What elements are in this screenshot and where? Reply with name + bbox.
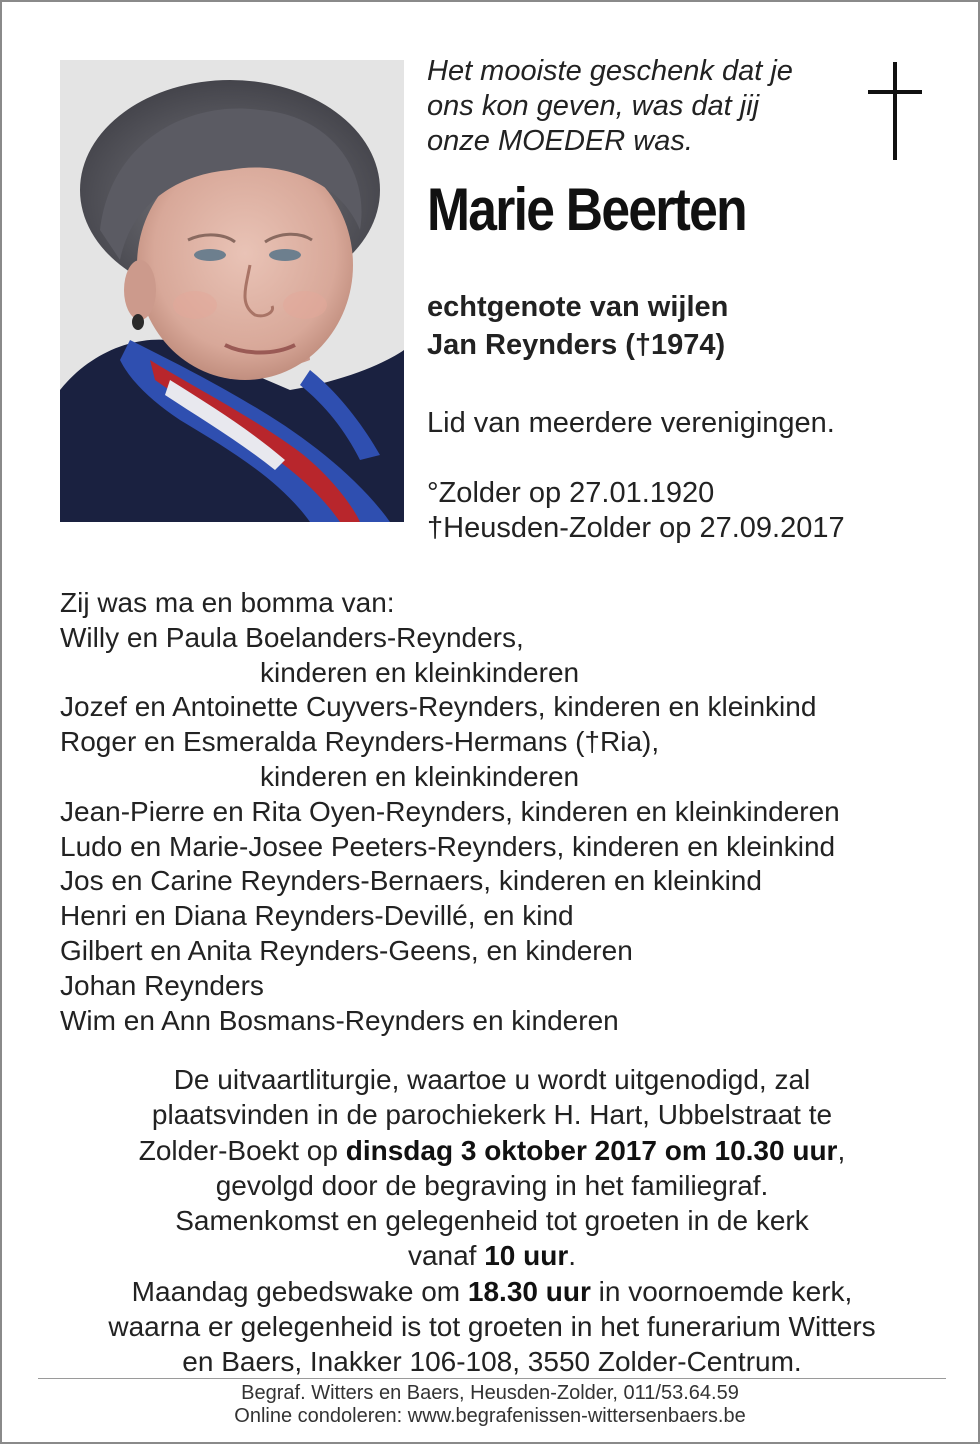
service-text: , <box>837 1134 846 1166</box>
membership-text: Lid van meerdere verenigingen. <box>427 407 835 439</box>
portrait-photo <box>60 60 404 522</box>
service-line <box>32 1133 952 1168</box>
portrait-illustration <box>60 60 404 522</box>
cross-icon <box>866 62 924 162</box>
spouse-line: Jan Reynders (†1974) <box>427 329 726 361</box>
service-date: dinsdag 3 oktober 2017 om 10.30 uur <box>345 1134 838 1166</box>
service-line: Samenkomst en gelegenheid tot groeten in de kerk <box>175 1205 809 1237</box>
family-line: Gilbert en Anita Reynders-Geens, en kinderen <box>60 934 633 966</box>
service-line: gevolgd door de begraving in het familiegraf. <box>215 1169 769 1201</box>
service-line: plaatsvinden in de parochiekerk H. Hart, Ubbelstraat te <box>151 1099 833 1131</box>
family-line: Johan Reynders <box>60 969 264 1001</box>
quote-line: Het mooiste geschenk dat je <box>427 55 793 87</box>
life-dates <box>427 476 845 546</box>
service-text: Maandag gebedswake om <box>131 1275 468 1307</box>
quote-line: ons kon geven, was dat jij <box>427 90 760 122</box>
service-text: Zolder-Boekt op <box>138 1134 346 1166</box>
family-line: Henri en Diana Reynders-Devillé, en kind <box>60 900 574 932</box>
family-line: Wim en Ann Bosmans-Reynders en kinderen <box>60 1004 619 1036</box>
spouse-info <box>427 288 728 364</box>
quote-line: onze MOEDER was. <box>427 125 693 157</box>
wake-time: 18.30 uur <box>467 1275 591 1307</box>
service-details <box>32 1062 952 1380</box>
family-line: Ludo en Marie-Josee Peeters-Reynders, kinderen en kleinkind <box>60 830 836 862</box>
death-date: †Heusden-Zolder op 27.09.2017 <box>427 512 845 544</box>
service-text: vanaf <box>407 1240 485 1272</box>
family-line: Jos en Carine Reynders-Bernaers, kinderen en kleinkind <box>60 865 762 897</box>
family-list <box>60 586 940 1038</box>
service-line: en Baers, Inakker 106-108, 3550 Zolder-Centrum. <box>182 1346 802 1378</box>
service-line: De uitvaartliturgie, waartoe u wordt uitgenodigd, zal <box>173 1064 811 1095</box>
memorial-quote <box>427 54 847 159</box>
family-intro: Zij was ma en bomma van: <box>60 587 395 618</box>
service-line: waarna er gelegenheid is tot groeten in het funerarium Witters <box>108 1311 876 1343</box>
spouse-line: echtgenote van wijlen <box>427 291 729 323</box>
family-line: Jean-Pierre en Rita Oyen-Reynders, kinderen en kleinkinderen <box>60 795 840 827</box>
service-line <box>32 1274 952 1309</box>
family-line: Willy en Paula Boelanders-Reynders, <box>60 621 524 653</box>
deceased-name: Marie Beerten <box>427 176 746 243</box>
service-text: . <box>568 1240 577 1272</box>
gathering-time: 10 uur <box>484 1240 569 1272</box>
family-line: kinderen en kleinkinderen <box>260 760 580 792</box>
funeral-home-contact: Begraf. Witters en Baers, Heusden-Zolder, 011/53.64.59 <box>241 1382 739 1404</box>
footer-divider <box>38 1378 946 1379</box>
family-line: kinderen en kleinkinderen <box>260 656 580 688</box>
online-condolence-link[interactable]: Online condoleren: www.begrafenissen-wittersenbaers.be <box>234 1405 746 1427</box>
service-text: in voornoemde kerk, <box>590 1275 853 1307</box>
family-line: Jozef en Antoinette Cuyvers-Reynders, kinderen en kleinkind <box>60 691 817 723</box>
service-line <box>32 1238 952 1273</box>
birth-date: °Zolder op 27.01.1920 <box>427 477 715 509</box>
family-line: Roger en Esmeralda Reynders-Hermans (†Ria), <box>60 726 660 758</box>
footer <box>2 1382 978 1428</box>
